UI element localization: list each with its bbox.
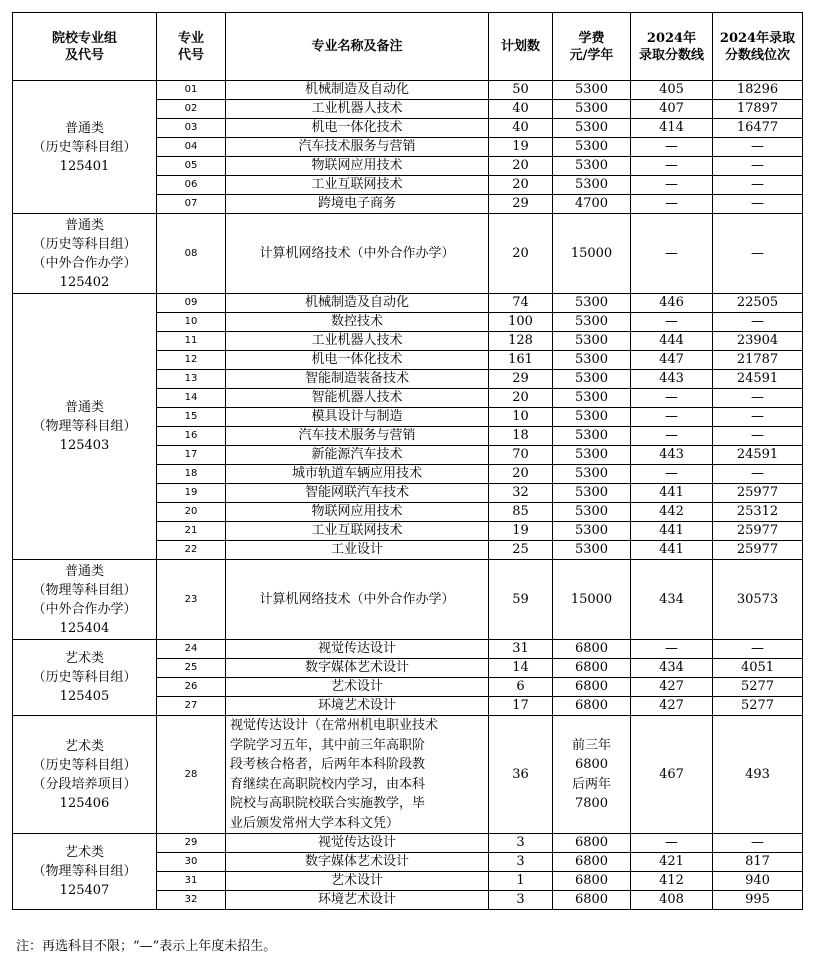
tuition-fee-cell: 5300 bbox=[553, 465, 631, 484]
tuition-fee-cell: 5300 bbox=[553, 81, 631, 100]
major-code-cell: 20 bbox=[157, 503, 226, 522]
score-rank-cell: 22505 bbox=[713, 294, 803, 313]
score-rank-cell: — bbox=[713, 214, 803, 294]
major-note-line: 段考核合格者，后两年本科阶段教 bbox=[230, 757, 426, 772]
plan-count-cell: 14 bbox=[489, 659, 553, 678]
tuition-fee-cell: 6800 bbox=[553, 659, 631, 678]
table-row bbox=[13, 640, 803, 659]
major-name-cell: 视觉传达设计 bbox=[226, 834, 489, 853]
tuition-fee-cell: 6800 bbox=[553, 872, 631, 891]
group-label-cell bbox=[13, 716, 157, 834]
score-line-cell: 444 bbox=[631, 332, 713, 351]
score-line-cell: 414 bbox=[631, 119, 713, 138]
group-label-line: （物理等科目组） bbox=[32, 864, 137, 879]
tuition-fee-cell: 5300 bbox=[553, 351, 631, 370]
tuition-fee-cell bbox=[553, 716, 631, 834]
score-rank-cell: — bbox=[713, 157, 803, 176]
group-label-line: （历史等科目组） bbox=[32, 670, 137, 685]
major-code-cell: 12 bbox=[157, 351, 226, 370]
group-label-line: （中外合作办学） bbox=[32, 601, 137, 617]
score-line-cell: 427 bbox=[631, 678, 713, 697]
tuition-fee-cell: 5300 bbox=[553, 294, 631, 313]
score-rank-cell: — bbox=[713, 408, 803, 427]
major-code-cell: 24 bbox=[157, 640, 226, 659]
major-name-cell: 工业互联网技术 bbox=[226, 176, 489, 195]
plan-count-cell: 29 bbox=[489, 195, 553, 214]
major-name-cell: 汽车技术服务与营销 bbox=[226, 427, 489, 446]
major-code-cell: 19 bbox=[157, 484, 226, 503]
group-label-cell bbox=[13, 640, 157, 716]
major-name-cell: 工业机器人技术 bbox=[226, 100, 489, 119]
score-line-cell: — bbox=[631, 214, 713, 294]
plan-count-cell: 17 bbox=[489, 697, 553, 716]
major-code-cell: 26 bbox=[157, 678, 226, 697]
major-code-cell: 21 bbox=[157, 522, 226, 541]
score-rank-cell: — bbox=[713, 195, 803, 214]
plan-count-cell: 3 bbox=[489, 834, 553, 853]
score-rank-cell: — bbox=[713, 640, 803, 659]
plan-count-cell: 6 bbox=[489, 678, 553, 697]
major-name-cell: 汽车技术服务与营销 bbox=[226, 138, 489, 157]
tuition-fee-cell: 5300 bbox=[553, 446, 631, 465]
tuition-fee-cell: 5300 bbox=[553, 522, 631, 541]
score-rank-cell: 18296 bbox=[713, 81, 803, 100]
group-label-line: （中外合作办学） bbox=[32, 255, 137, 271]
major-code-cell: 15 bbox=[157, 408, 226, 427]
score-rank-cell: 25312 bbox=[713, 503, 803, 522]
header-name: 专业名称及备注 bbox=[226, 13, 489, 81]
score-line-cell: — bbox=[631, 157, 713, 176]
score-line-cell: 467 bbox=[631, 716, 713, 834]
major-note-line: 院校与高职院校联合实施教学，毕 bbox=[230, 796, 426, 811]
table-row bbox=[13, 81, 803, 100]
plan-count-cell: 20 bbox=[489, 214, 553, 294]
tuition-fee-line: 6800 bbox=[574, 757, 609, 772]
tuition-fee-cell: 5300 bbox=[553, 389, 631, 408]
plan-count-cell: 29 bbox=[489, 370, 553, 389]
score-rank-cell: — bbox=[713, 313, 803, 332]
group-label-line: 125401 bbox=[59, 158, 110, 174]
score-line-cell: — bbox=[631, 313, 713, 332]
score-line-cell: — bbox=[631, 427, 713, 446]
group-label-cell bbox=[13, 834, 157, 910]
group-label-cell bbox=[13, 81, 157, 214]
plan-count-cell: 31 bbox=[489, 640, 553, 659]
tuition-fee-cell: 15000 bbox=[553, 214, 631, 294]
score-rank-cell: — bbox=[713, 465, 803, 484]
score-line-cell: 442 bbox=[631, 503, 713, 522]
score-line-cell: 427 bbox=[631, 697, 713, 716]
score-line-cell: — bbox=[631, 465, 713, 484]
major-name-cell: 数字媒体艺术设计 bbox=[226, 853, 489, 872]
score-rank-cell: 4051 bbox=[713, 659, 803, 678]
plan-count-cell: 59 bbox=[489, 560, 553, 640]
score-line-cell: 407 bbox=[631, 100, 713, 119]
plan-count-cell: 40 bbox=[489, 119, 553, 138]
group-label-line: （物理等科目组） bbox=[32, 419, 137, 434]
score-line-cell: 405 bbox=[631, 81, 713, 100]
group-label-line: 125407 bbox=[59, 883, 110, 898]
plan-count-cell: 50 bbox=[489, 81, 553, 100]
major-code-cell: 05 bbox=[157, 157, 226, 176]
major-name-cell: 环境艺术设计 bbox=[226, 697, 489, 716]
score-line-cell: — bbox=[631, 195, 713, 214]
major-name-cell: 物联网应用技术 bbox=[226, 503, 489, 522]
group-label-line: 125405 bbox=[59, 689, 110, 704]
tuition-fee-cell: 6800 bbox=[553, 891, 631, 910]
major-code-cell: 17 bbox=[157, 446, 226, 465]
major-name-cell: 机电一体化技术 bbox=[226, 351, 489, 370]
group-label-line: 普通类 bbox=[64, 563, 104, 579]
score-rank-cell: 5277 bbox=[713, 697, 803, 716]
table-row bbox=[13, 214, 803, 294]
major-code-cell: 07 bbox=[157, 195, 226, 214]
plan-count-cell: 70 bbox=[489, 446, 553, 465]
major-name-cell: 工业设计 bbox=[226, 541, 489, 560]
tuition-fee-cell: 5300 bbox=[553, 138, 631, 157]
group-label-line: 艺术类 bbox=[64, 651, 104, 666]
major-note-line: 学院学习五年，其中前三年高职阶 bbox=[230, 737, 426, 753]
plan-count-cell: 25 bbox=[489, 541, 553, 560]
plan-count-cell: 10 bbox=[489, 408, 553, 427]
major-name-cell: 工业互联网技术 bbox=[226, 522, 489, 541]
major-note-line: 视觉传达设计（在常州机电职业技术 bbox=[230, 718, 439, 733]
plan-count-cell: 74 bbox=[489, 294, 553, 313]
major-code-cell: 28 bbox=[157, 716, 226, 834]
group-label-cell bbox=[13, 560, 157, 640]
tuition-fee-cell: 5300 bbox=[553, 313, 631, 332]
score-rank-cell: 25977 bbox=[713, 484, 803, 503]
major-name-cell: 机械制造及自动化 bbox=[226, 294, 489, 313]
tuition-fee-cell: 5300 bbox=[553, 408, 631, 427]
major-name-cell: 城市轨道车辆应用技术 bbox=[226, 465, 489, 484]
score-rank-cell: 24591 bbox=[713, 370, 803, 389]
plan-count-cell: 32 bbox=[489, 484, 553, 503]
major-name-cell: 视觉传达设计 bbox=[226, 640, 489, 659]
major-name-cell: 物联网应用技术 bbox=[226, 157, 489, 176]
major-name-cell: 机械制造及自动化 bbox=[226, 81, 489, 100]
major-code-cell: 30 bbox=[157, 853, 226, 872]
header-score: 2024年 录取分数线 bbox=[631, 13, 713, 81]
major-code-cell: 11 bbox=[157, 332, 226, 351]
plan-count-cell: 100 bbox=[489, 313, 553, 332]
group-label-line: 125403 bbox=[59, 438, 110, 453]
major-name-cell: 工业机器人技术 bbox=[226, 332, 489, 351]
tuition-fee-cell: 5300 bbox=[553, 541, 631, 560]
tuition-fee-cell: 5300 bbox=[553, 100, 631, 119]
footnote: 注：再选科目不限；“—”表示上年度未招生。 bbox=[16, 939, 277, 954]
score-line-cell: 443 bbox=[631, 370, 713, 389]
major-name-cell: 智能网联汽车技术 bbox=[226, 484, 489, 503]
major-code-cell: 14 bbox=[157, 389, 226, 408]
score-line-cell: 408 bbox=[631, 891, 713, 910]
tuition-fee-cell: 6800 bbox=[553, 678, 631, 697]
plan-count-cell: 19 bbox=[489, 522, 553, 541]
tuition-fee-cell: 5300 bbox=[553, 332, 631, 351]
score-rank-cell: — bbox=[713, 834, 803, 853]
header-group: 院校专业组 及代号 bbox=[13, 13, 157, 81]
tuition-fee-cell: 6800 bbox=[553, 697, 631, 716]
group-label-line: （分段培养项目） bbox=[32, 776, 137, 792]
major-code-cell: 32 bbox=[157, 891, 226, 910]
header-plan: 计划数 bbox=[489, 13, 553, 81]
tuition-fee-line: 前三年 bbox=[571, 737, 611, 753]
plan-count-cell: 20 bbox=[489, 176, 553, 195]
major-code-cell: 10 bbox=[157, 313, 226, 332]
score-line-cell: — bbox=[631, 640, 713, 659]
admission-plan-table bbox=[12, 12, 803, 910]
group-label-line: 125402 bbox=[59, 274, 110, 290]
score-line-cell: 412 bbox=[631, 872, 713, 891]
major-code-cell: 25 bbox=[157, 659, 226, 678]
score-line-cell: 421 bbox=[631, 853, 713, 872]
score-rank-cell: 30573 bbox=[713, 560, 803, 640]
tuition-fee-line: 7800 bbox=[574, 796, 609, 811]
major-name-cell: 计算机网络技术（中外合作办学） bbox=[226, 214, 489, 294]
tuition-fee-cell: 5300 bbox=[553, 503, 631, 522]
major-note-line: 业后颁发常州大学本科文凭） bbox=[230, 815, 400, 831]
group-label-line: （历史等科目组） bbox=[32, 757, 137, 773]
score-line-cell: — bbox=[631, 138, 713, 157]
plan-count-cell: 1 bbox=[489, 872, 553, 891]
score-line-cell: 441 bbox=[631, 484, 713, 503]
tuition-fee-cell: 6800 bbox=[553, 640, 631, 659]
score-line-cell: 447 bbox=[631, 351, 713, 370]
major-code-cell: 18 bbox=[157, 465, 226, 484]
major-name-cell: 环境艺术设计 bbox=[226, 891, 489, 910]
major-code-cell: 06 bbox=[157, 176, 226, 195]
group-label-line: （物理等科目组） bbox=[32, 582, 137, 598]
score-line-cell: 434 bbox=[631, 659, 713, 678]
tuition-fee-cell: 4700 bbox=[553, 195, 631, 214]
major-name-cell: 艺术设计 bbox=[226, 872, 489, 891]
group-label-line: 普通类 bbox=[64, 120, 104, 136]
score-line-cell: — bbox=[631, 176, 713, 195]
group-label-line: 125404 bbox=[59, 620, 110, 636]
major-name-cell: 艺术设计 bbox=[226, 678, 489, 697]
group-label-line: 艺术类 bbox=[64, 845, 104, 860]
score-rank-cell: 995 bbox=[713, 891, 803, 910]
major-name-cell: 智能制造装备技术 bbox=[226, 370, 489, 389]
score-rank-cell: — bbox=[713, 138, 803, 157]
major-code-cell: 03 bbox=[157, 119, 226, 138]
score-rank-cell: 25977 bbox=[713, 541, 803, 560]
score-rank-cell: 17897 bbox=[713, 100, 803, 119]
group-label-line: （历史等科目组） bbox=[32, 139, 137, 155]
tuition-fee-cell: 5300 bbox=[553, 176, 631, 195]
tuition-fee-cell: 5300 bbox=[553, 427, 631, 446]
plan-count-cell: 3 bbox=[489, 891, 553, 910]
header-fee: 学费 元/学年 bbox=[553, 13, 631, 81]
tuition-fee-cell: 15000 bbox=[553, 560, 631, 640]
tuition-fee-cell: 6800 bbox=[553, 853, 631, 872]
group-label-cell bbox=[13, 294, 157, 560]
group-label-line: 艺术类 bbox=[64, 738, 104, 754]
plan-count-cell: 85 bbox=[489, 503, 553, 522]
score-rank-cell: 493 bbox=[713, 716, 803, 834]
major-code-cell: 08 bbox=[157, 214, 226, 294]
table-row bbox=[13, 716, 803, 834]
score-rank-cell: 24591 bbox=[713, 446, 803, 465]
score-rank-cell: — bbox=[713, 427, 803, 446]
plan-count-cell: 36 bbox=[489, 716, 553, 834]
score-line-cell: 443 bbox=[631, 446, 713, 465]
plan-count-cell: 20 bbox=[489, 389, 553, 408]
plan-count-cell: 128 bbox=[489, 332, 553, 351]
major-code-cell: 02 bbox=[157, 100, 226, 119]
tuition-fee-line: 后两年 bbox=[571, 776, 611, 792]
group-label-line: 普通类 bbox=[64, 217, 104, 233]
major-code-cell: 27 bbox=[157, 697, 226, 716]
tuition-fee-cell: 5300 bbox=[553, 484, 631, 503]
table-row bbox=[13, 834, 803, 853]
plan-count-cell: 18 bbox=[489, 427, 553, 446]
major-name-cell: 数控技术 bbox=[226, 313, 489, 332]
group-label-line: 普通类 bbox=[64, 400, 104, 415]
score-rank-cell: 25977 bbox=[713, 522, 803, 541]
header-rank: 2024年录取 分数线位次 bbox=[713, 13, 803, 81]
score-line-cell: — bbox=[631, 834, 713, 853]
group-label-line: 125406 bbox=[59, 795, 110, 811]
score-rank-cell: 16477 bbox=[713, 119, 803, 138]
major-name-cell: 跨境电子商务 bbox=[226, 195, 489, 214]
major-code-cell: 04 bbox=[157, 138, 226, 157]
plan-count-cell: 3 bbox=[489, 853, 553, 872]
group-label-line: （历史等科目组） bbox=[32, 236, 137, 252]
score-rank-cell: — bbox=[713, 389, 803, 408]
score-line-cell: — bbox=[631, 408, 713, 427]
major-code-cell: 13 bbox=[157, 370, 226, 389]
plan-count-cell: 19 bbox=[489, 138, 553, 157]
major-code-cell: 01 bbox=[157, 81, 226, 100]
major-name-cell: 计算机网络技术（中外合作办学） bbox=[226, 560, 489, 640]
plan-count-cell: 20 bbox=[489, 465, 553, 484]
header-code: 专业 代号 bbox=[157, 13, 226, 81]
score-rank-cell: 21787 bbox=[713, 351, 803, 370]
score-line-cell: 434 bbox=[631, 560, 713, 640]
major-code-cell: 16 bbox=[157, 427, 226, 446]
header-row bbox=[13, 13, 803, 81]
major-note-line: 育继续在高职院校内学习，由本科 bbox=[230, 776, 426, 792]
major-name-cell: 模具设计与制造 bbox=[226, 408, 489, 427]
tuition-fee-cell: 6800 bbox=[553, 834, 631, 853]
major-name-cell bbox=[226, 716, 489, 834]
plan-count-cell: 20 bbox=[489, 157, 553, 176]
tuition-fee-cell: 5300 bbox=[553, 157, 631, 176]
group-label-cell bbox=[13, 214, 157, 294]
major-code-cell: 31 bbox=[157, 872, 226, 891]
major-code-cell: 09 bbox=[157, 294, 226, 313]
score-line-cell: 441 bbox=[631, 541, 713, 560]
score-rank-cell: — bbox=[713, 176, 803, 195]
plan-count-cell: 40 bbox=[489, 100, 553, 119]
table-row bbox=[13, 294, 803, 313]
major-code-cell: 22 bbox=[157, 541, 226, 560]
score-rank-cell: 817 bbox=[713, 853, 803, 872]
major-name-cell: 智能机器人技术 bbox=[226, 389, 489, 408]
score-line-cell: — bbox=[631, 389, 713, 408]
tuition-fee-cell: 5300 bbox=[553, 370, 631, 389]
score-rank-cell: 5277 bbox=[713, 678, 803, 697]
table-row bbox=[13, 560, 803, 640]
major-code-cell: 29 bbox=[157, 834, 226, 853]
score-rank-cell: 23904 bbox=[713, 332, 803, 351]
plan-count-cell: 161 bbox=[489, 351, 553, 370]
major-name-cell: 数字媒体艺术设计 bbox=[226, 659, 489, 678]
major-name-cell: 新能源汽车技术 bbox=[226, 446, 489, 465]
score-line-cell: 441 bbox=[631, 522, 713, 541]
table-body bbox=[13, 81, 803, 910]
score-line-cell: 446 bbox=[631, 294, 713, 313]
major-name-cell: 机电一体化技术 bbox=[226, 119, 489, 138]
tuition-fee-cell: 5300 bbox=[553, 119, 631, 138]
score-rank-cell: 940 bbox=[713, 872, 803, 891]
major-code-cell: 23 bbox=[157, 560, 226, 640]
